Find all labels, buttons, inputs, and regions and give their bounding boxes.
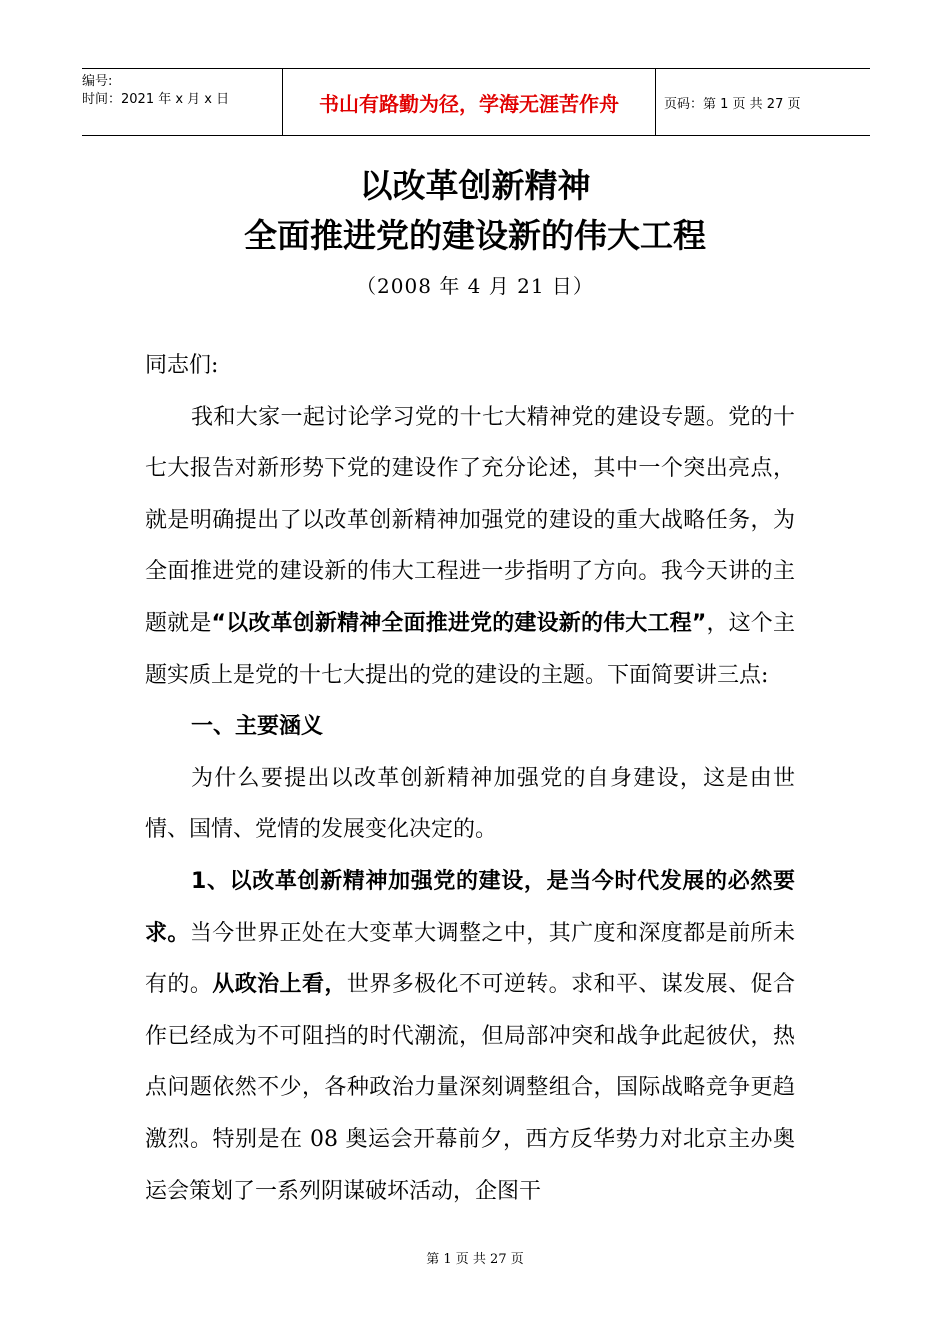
point-1-text: 当今世界正处在大变革大调整之中，其广度和深度都是前所未有的。	[145, 920, 795, 998]
paragraph-point-1	[145, 856, 795, 1217]
section-heading-1: 一、主要涵义	[191, 714, 324, 740]
document-body	[145, 340, 795, 1217]
time-label: 时间：2021 年 x 月 x 日	[82, 92, 230, 107]
header-table	[82, 68, 870, 136]
header-meta	[82, 69, 282, 135]
paragraph-intro-text: 我和大家一起讨论学习党的十七大精神党的建设专题。党的十七大报告对新形势下党的建设作了充分论述，其中一个突出亮点，就是明确提出了以改革创新精神加强党的建设的重大战略任务，为全面推进党的建设新的伟大工程进一步指明了方向。我今天讲的主题就是	[145, 404, 795, 636]
page-footer: 第 1 页 共 27 页	[426, 1252, 524, 1267]
paragraph-intro	[145, 392, 795, 702]
paragraph-intro-tail: ，这个主题实质上是党的十七大提出的党的建设的主题。下面简要讲三点:	[145, 610, 795, 688]
point-1-heading: 1、以改革创新精神加强党的建设，是当今时代发展的必然要求。	[145, 868, 795, 946]
point-1-subheading: 从政治上看，	[212, 972, 347, 998]
document-title-line1: 以改革创新精神	[359, 166, 591, 205]
greeting: 同志们:	[145, 353, 219, 378]
document-date: （2008 年 4 月 21 日）	[356, 274, 594, 298]
number-label: 编号:	[82, 74, 113, 89]
point-1-detail: 世界多极化不可逆转。求和平、谋发展、促合作已经成为不可阻挡的时代潮流，但局部冲突和战争此起彼伏，热点问题依然不少，各种政治力量深刻调整组合，国际战略竞争更趋激烈。特别是在 08 奥运会开幕前夕，西方反华势力对北京主办奥运会策划了一系列阴谋破坏活动，企图干	[145, 972, 795, 1204]
paragraph-reason: 为什么要提出以改革创新精神加强党的自身建设，这是由世情、国情、党情的发展变化决定的。	[145, 765, 795, 843]
document-title-line2: 全面推进党的建设新的伟大工程	[244, 216, 706, 255]
speech-theme: “以改革创新精神全面推进党的建设新的伟大工程”	[211, 610, 707, 636]
header-motto-cell	[282, 69, 656, 135]
header-page-info: 页码：第 1 页 共 27 页	[664, 96, 801, 112]
header-motto: 书山有路勤为径，学海无涯苦作舟	[319, 91, 619, 116]
